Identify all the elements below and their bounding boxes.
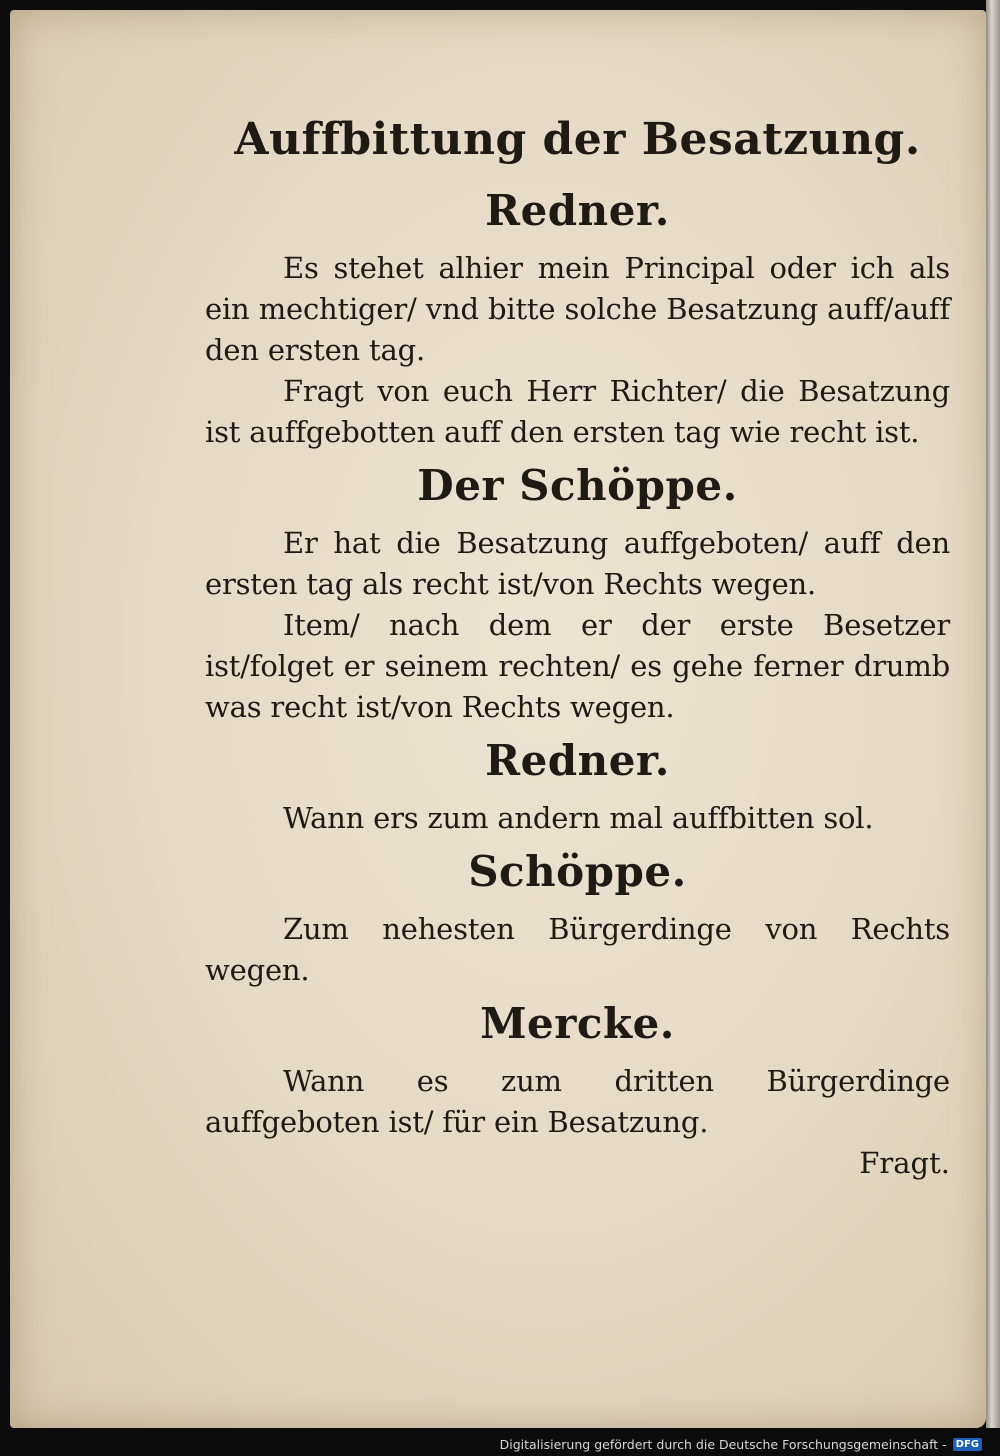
text-block — [205, 110, 950, 1184]
speaker-heading: Mercke. — [480, 999, 675, 1048]
footer-text: Digitalisierung gefördert durch die Deutsche Forschungsgemeinschaft - — [499, 1436, 947, 1452]
scanned-page — [10, 10, 986, 1428]
section-redner-2 — [205, 734, 950, 839]
paragraph: Er hat die Besatzung auffgeboten/ auff den ersten tag als recht ist/von Rechts wegen. — [205, 526, 950, 601]
footer — [0, 1432, 1000, 1456]
speaker-heading: Der Schöppe. — [417, 461, 738, 510]
page-title: Auffbittung der Besatzung. — [234, 114, 921, 165]
speaker-heading: Redner. — [485, 186, 670, 235]
catchword: Fragt. — [859, 1146, 950, 1180]
paragraph: Zum nehesten Bürgerdinge von Rechts wegen. — [205, 912, 950, 987]
scan-edge-strip — [986, 0, 1000, 1428]
speaker-heading: Schöppe. — [468, 847, 687, 896]
speaker-heading: Redner. — [485, 736, 670, 785]
section-mercke — [205, 997, 950, 1184]
section-schoeppe-2 — [205, 845, 950, 991]
section-schoeppe-1 — [205, 459, 950, 728]
section-redner-1 — [205, 184, 950, 453]
catchword-line — [205, 1143, 950, 1184]
paragraph: Wann es zum dritten Bürgerdinge auffgeboten ist/ für ein Besatzung. — [205, 1064, 950, 1139]
dfg-logo-icon: DFG — [953, 1438, 982, 1451]
paragraph: Item/ nach dem er der erste Besetzer ist/folget er seinem rechten/ es gehe ferner drumb was recht ist/von Rechts wegen. — [205, 608, 950, 724]
paragraph: Es stehet alhier mein Principal oder ich als ein mechtiger/ vnd bitte solche Besatzung auff/auff den ersten tag. — [205, 251, 950, 367]
paragraph: Wann ers zum andern mal auffbitten sol. — [283, 801, 874, 835]
paragraph: Fragt von euch Herr Richter/ die Besatzung ist auffgebotten auff den ersten tag wie recht ist. — [205, 374, 950, 449]
